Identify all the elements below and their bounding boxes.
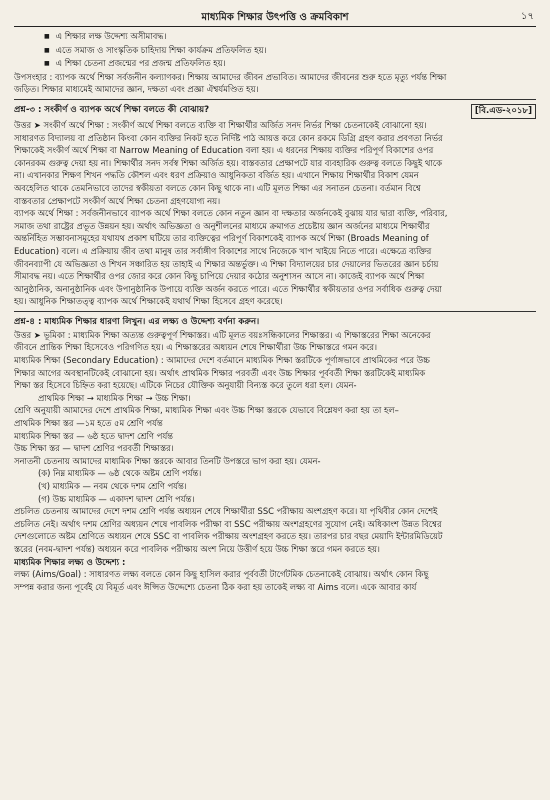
page-number: ১৭ <box>521 11 534 22</box>
body-line: সম্পন্ন করার জন্য পূর্বেই যে বিমূর্ত এবং ঈপ্সিত উদ্দেশ্যে চেতনা ঠিক করা হয় তাকেই লক্ষ্য বা Aims বলে। একে আবার কার্য <box>14 581 417 592</box>
answer-line: আনুষ্ঠানিক, অনানুষ্ঠানিক এবং উপানুষ্ঠানিক উপায়ে ব্যক্তি অর্জন করতে পারে। এতে শিক্ষার্থীর স্বকীয়তার ওপর সর্বাধিক গুরুত্ব দেয়া <box>14 283 442 294</box>
answer-line: শিক্ষার আগের অবস্থানটিকেই বোঝানো হয়। অর্থাৎ প্রাথমিক শিক্ষার পরবর্তী এবং উচ্চ শিক্ষার পূর্ববর্তী শিক্ষা স্তরটিকেই মাধ্যমিক <box>14 367 426 378</box>
answer-line: শিক্ষাকেই সংকীর্ণ অর্থে শিক্ষা বা Narrow Meaning of Education বলা হয়। এ ধরনের শিক্ষায় ব্যক্তির পরিপূর্ণ বিকাশের ওপর <box>14 145 434 156</box>
page-header-title: মাধ্যমিক শিক্ষার উৎপত্তি ও ক্রমবিকাশ <box>201 12 349 23</box>
subdivision-item: (খ) মাধ্যমিক — নবম থেকে দশম শ্রেণি পর্যন্ত। <box>38 481 187 491</box>
answer-line: জীবনব্যাপী যে অভিজ্ঞতা ও শিখন সঞ্চারিত হয় তাহাই এ শিক্ষার অন্তর্ভুক্ত। এ শিক্ষা বিদ্যালয়ের চার দেয়ালের ভিতরের জ্ঞান চর্চায় <box>14 258 439 269</box>
answer-line: ব্যাপক অর্থে শিক্ষা : সর্বজনীনভাবে ব্যাপক অর্থে শিক্ষা বলতে কোন নতুন জ্ঞান বা দক্ষতার অর্জনকেই বুঝায় যার দ্বারা ব্যক্তি, পরিবার, <box>14 208 448 219</box>
question-3-heading <box>14 104 536 119</box>
answer-line: উত্তর ➤ সংকীর্ণ অর্থে শিক্ষা : সংকীর্ণ অর্থে শিক্ষা বলতে ব্যক্তি বা শিক্ষার্থীর অর্জিত সনদ নির্ভর শিক্ষা চেতনাকেই বোঝানো হয়। <box>14 119 427 130</box>
subdivide-intro: সনাতনী চেতনায় আমাদের মাধ্যমিক শিক্ষা স্তরকে আবার তিনটি উপস্তরে ভাগ করা হয়। যেমন- <box>14 455 321 466</box>
subheading-aims: মাধ্যমিক শিক্ষার লক্ষ্য ও উদ্দেশ্য : <box>14 556 126 567</box>
section-divider <box>14 311 536 312</box>
bullet-item: ■ এ শিক্ষা চেতনা প্রজন্মের পর প্রজন্ম প্রতিফলিত হয়। <box>14 57 536 71</box>
answer-line: সীমাবদ্ধ নয়। এতে শিক্ষার্থীর ওপর জোর করে কোন কিছু চাপিয়ে দেয়ার কঠোর অনুশাসন আসে না। কাজেই ব্যাপক অর্থে শিক্ষা <box>14 271 425 282</box>
bullet-item: ■ এতে সমাজ ও সাংস্কৃতিক চাহিদায় শিক্ষা কার্যক্রম প্রতিফলিত হয়। <box>14 44 536 58</box>
education-flow: প্রাথমিক শিক্ষা → মাধ্যমিক শিক্ষা → উচ্চ শিক্ষা। <box>38 392 191 403</box>
answer-line: সাধারণত বিদ্যালয় বা প্রতিষ্ঠান কিংবা কোন ব্যক্তির নিকট হতে নির্দিষ্ট পাঠ আয়ত্ত করে কোন রকমে ডিগ্রি গ্রহণ করার প্রবণতা নির্ভর <box>14 132 443 143</box>
question-3-label: প্রশ্ন-৩ : সংকীর্ণ ও ব্যাপক অর্থে শিক্ষা বলতে কী বোঝায়? <box>14 104 210 115</box>
answer-line: হয়। আধুনিক শিক্ষাতত্ত্ব ব্যাপক অর্থে শিক্ষাকেই যথার্থ শিক্ষা হিসেবে গ্রহণ করেছে। <box>14 296 283 307</box>
body-line: লক্ষ্য (Aims/Goal) : সাধারণত লক্ষ্য বলতে কোন কিছু হাসিল করার পূর্ববর্তী টার্গেটমিক চেতনাকেই বোঝায়। অর্থাৎ কোন কিছু <box>14 569 429 580</box>
body-line: প্রচলিত চেতনায় আমাদের দেশে দশম শ্রেণি পর্যন্ত অধ্যয়ন শেষে শিক্ষার্থীরা SSC পরীক্ষায় অংশগ্রহণ করে। যা পৃথিবীর কোন দেশেই <box>14 506 438 517</box>
question-4-label: প্রশ্ন-৪ : মাধ্যমিক শিক্ষার ধারণা লিখুন। এর লক্ষ্য ও উদ্দেশ্য বর্ণনা করুন। <box>14 316 260 327</box>
answer-line: অবহেলিত থাকে তেমনিভাবে তাদের স্বকীয়তা বলতে কোন কিছু থাকে না। এটি মূলত শিক্ষা এর সনাতন চেতনা। বর্তমান বিশ্বে <box>14 182 421 193</box>
subdivision-item: (ক) নিম্ন মাধ্যমিক — ৬ষ্ঠ থেকে অষ্টম শ্রেণি পর্যন্ত। <box>38 468 202 479</box>
body-line: প্রচলিত নেই। অর্থাৎ দশম শ্রেণির অধ্যয়ন শেষে পাবলিক পরীক্ষা বা SSC পরীক্ষায় অংশগ্রহণের সুযোগ নেই। অধিকাংশ উন্নত বিশ্বের <box>14 518 442 529</box>
level-item: প্রাথমিক শিক্ষা স্তর —১ম হতে ৫ম শ্রেণি পর্যন্ত <box>14 418 163 429</box>
answer-line: বাস্তবতার প্রেক্ষাপটে সংকীর্ণ অর্থে শিক্ষা চেতনা গ্রহণযোগ্য নয়। <box>14 195 221 206</box>
subdivision-item: (গ) উচ্চ মাধ্যমিক — একাদশ দ্বাদশ শ্রেণি পর্যন্ত। <box>38 493 195 504</box>
bullet-item: ■ এ শিক্ষার লক্ষ উদ্দেশ্য অসীমাবদ্ধ। <box>14 30 536 44</box>
answer-line: শিক্ষা স্তর হিসেবে চিহ্নিত করা হয়েছে। এটিকে নিচের যৌক্তিক অনুযায়ী বিন্যস্ত করে তুলে ধরা হল। যেমন- <box>14 380 357 391</box>
level-item: মাধ্যমিক শিক্ষা স্তর — ৬ষ্ঠ হতে দ্বাদশ শ্রেণি পর্যন্ত <box>14 430 173 441</box>
running-header <box>14 8 536 27</box>
exam-year-tag: [বি.এড-২০১৮] <box>471 104 536 119</box>
answer-line: মাধ্যমিক শিক্ষা (Secondary Education) : আমাদের দেশে বর্তমানে মাধ্যমিক শিক্ষা স্তরটিকে পূর্ণাঙ্গভাবে প্রাথমিকের পরে উচ্চ <box>14 355 430 366</box>
answer-line: না। এখানকার শিক্ষণ শিখন পদ্ধতি কৌশল এবং ধরণ প্রক্রিয়াও আধুনিকতা বর্জিত হয়। এখানে শিক্ষায় শিক্ষার্থীর বিকাশ যেমন <box>14 170 419 181</box>
levels-intro: শ্রেণি অনুযায়ী আমাদের দেশে প্রাথমিক শিক্ষা, মাধ্যমিক শিক্ষা এবং উচ্চ শিক্ষা স্তরকে যেভাবে বিশ্লেষণ করা হয় তা হল– <box>14 405 399 416</box>
level-item: উচ্চ শিক্ষা স্তর — দ্বাদশ শ্রেণির পরবর্তী শিক্ষাস্তর। <box>14 443 174 454</box>
answer-line: উত্তর ➤ ভূমিকা : মাধ্যমিক শিক্ষা অত্যন্ত গুরুত্বপূর্ণ শিক্ষাস্তর। এটি মূলত বয়ঃসন্ধিকালের শিক্ষাস্তর। এ শিক্ষাস্তরের শিক্ষা অনেকের <box>14 329 431 340</box>
answer-line: জীবনে প্রান্তিক শিক্ষা হিসেবেও পরিগণিত হয়। এ শিক্ষাস্তরের অধ্যয়ন শেষে শিক্ষার্থীরা উচ্চ শিক্ষাস্তরে গমন করে। <box>14 342 377 353</box>
answer-line: কোনরকম গুরুত্ব দেয়া হয় না। শিক্ষার্থীর সনদ সর্বস্ব শিক্ষা অর্জিত হয়। বাস্তবতার প্রেক্ষাপটে যার ব্যবহারিক গুরুত্ব বলতে কিছুই থাকে <box>14 157 442 168</box>
answer-line: অন্তর্নিহিত সম্ভাবনাসমূহের যথাযথ প্রকাশ ঘটিয়ে তার ব্যক্তিত্বের পরিপূর্ণ বিকাশকেই ব্যাপক অর্থে শিক্ষা (Broads Meaning of <box>14 233 429 244</box>
answer-line: সমাজ তথা রাষ্ট্রের প্রভূত উন্নয়ন হয়। অর্থাৎ অভিজ্ঞতা ও অনুশীলনের মাধ্যমে ক্রমাগত প্রচেষ্টায় জ্ঞান অর্জনের মাধ্যমে শিক্ষার্থীর <box>14 220 430 231</box>
answer-line: Education) বলে। এ প্রক্রিয়ায় জীব তথা মানুষ তার সর্বাঙ্গীণ বিকাশের সাথে নিজেকে খাপ খাইয়ে নিতে পারে। এক্ষেত্রে ব্যক্তির <box>14 245 432 256</box>
section-divider <box>14 99 536 100</box>
conclusion-line: জড়িত। শিক্ষার মাধ্যমেই আমাদের জ্ঞান, দক্ষতা এবং প্রজ্ঞা ঐশ্বর্যমণ্ডিত হয়। <box>14 84 259 95</box>
question-4-heading <box>14 316 536 329</box>
body-line: দেশগুলোতে অষ্টম শ্রেণিতে অধ্যয়ন শেষে SSC বা পাবলিক পরীক্ষায় অংশগ্রহণ করতে হয়। তারপর চার বছর মেয়াদি ইন্টারমিডিয়েট <box>14 531 443 542</box>
body-line: স্তরের (নবম-দ্বাদশ পর্যন্ত) অধ্যয়ন করে পাবলিক পরীক্ষায় অংশ নিয়ে উত্তীর্ণ হয়ে উচ্চ শিক্ষা স্তরে গমন করতে হয়। <box>14 543 380 554</box>
conclusion-line: উপসংহার : ব্যাপক অর্থে শিক্ষা সর্বজনীন কল্যাণকর। শিক্ষায় আমাদের জীবন প্রভাবিত। আমাদের জীবনের শুরু হতে মৃত্যু পর্যন্ত শিক্ষা <box>14 71 447 82</box>
